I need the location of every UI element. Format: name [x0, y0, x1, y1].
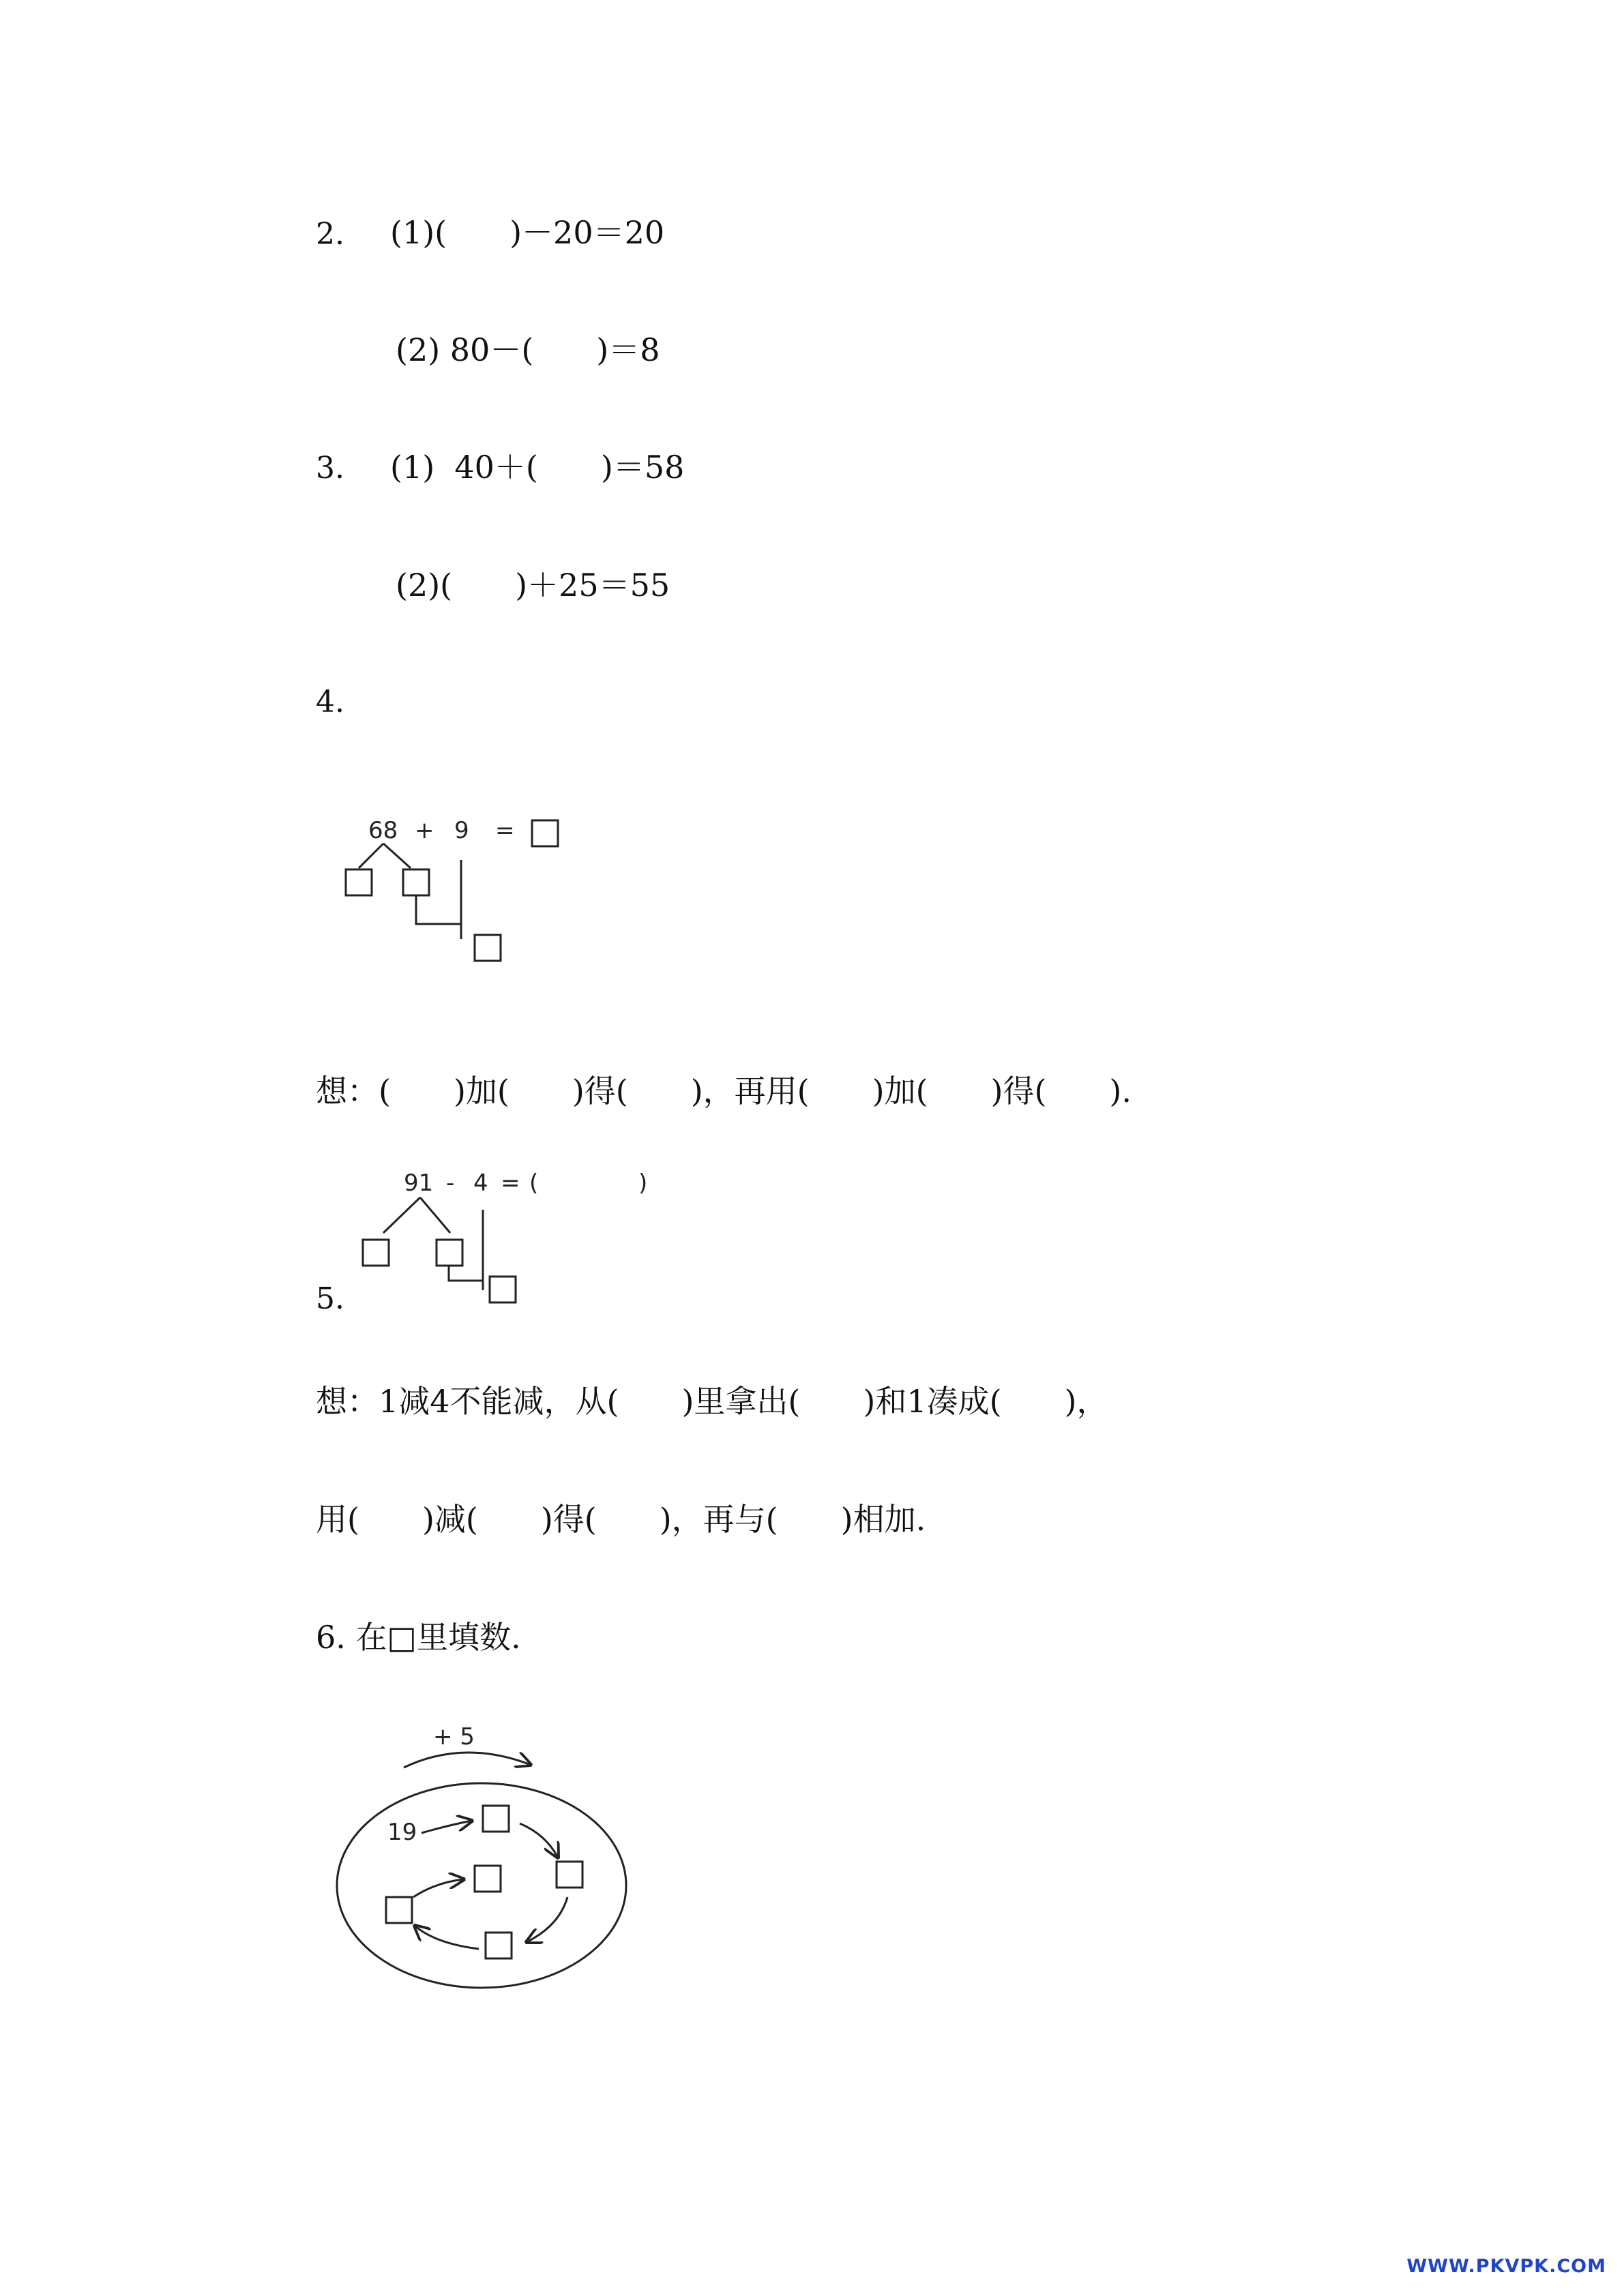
q3-number: 3.	[316, 451, 344, 486]
q6-title: 6. 在□里填数.	[316, 1619, 521, 1656]
q4-plus-sign: +	[415, 817, 434, 844]
q4-split-lines	[359, 844, 411, 868]
q4-think-sentence: 想：( )加( )得( )，再用( )加( )得( ).	[316, 1073, 1132, 1109]
q6-arrow-box4-to-box5	[413, 1879, 464, 1897]
q6-box-2[interactable]	[557, 1862, 582, 1888]
q2-part2: (2) 80－( )＝8	[396, 331, 660, 368]
q4-number: 4.	[316, 685, 344, 719]
q2-number: 2.	[316, 217, 344, 252]
q6-box-5[interactable]	[475, 1866, 501, 1892]
q4-sum-box[interactable]	[475, 935, 501, 961]
q6-box-3[interactable]	[486, 1933, 512, 1958]
q5-result-box[interactable]	[490, 1277, 516, 1302]
q6-step-label: + 5	[433, 1723, 475, 1750]
q6-cycle-diagram	[327, 1718, 641, 2005]
q6-arrow-box3-to-box4	[415, 1926, 479, 1949]
q5-think-line2: 用( )减( )得( )，再与( )相加.	[316, 1501, 926, 1538]
q5-ones-box[interactable]	[437, 1240, 462, 1266]
q5-answer-paren-open: (	[529, 1169, 539, 1197]
q6-box-4[interactable]	[386, 1897, 412, 1923]
q6-arrow-box1-to-box2	[520, 1823, 558, 1858]
q4-addend-b: 9	[454, 817, 469, 844]
q5-minuend: 91	[404, 1169, 434, 1197]
q6-start-value: 19	[387, 1819, 417, 1846]
q4-ones-box[interactable]	[403, 869, 429, 895]
q4-result-box[interactable]	[532, 820, 558, 846]
q2-part1: (1)( )－20＝20	[390, 214, 665, 251]
q5-equals-sign: =	[501, 1169, 520, 1197]
q5-decomposition-diagram	[355, 1167, 668, 1317]
q5-answer-paren-close: )	[638, 1169, 648, 1197]
q5-think-line1: 想：1减4不能减，从( )里拿出( )和1凑成( )，	[316, 1383, 1108, 1420]
q5-tens-box[interactable]	[363, 1240, 389, 1266]
q3-part2: (2)( )＋25＝55	[396, 567, 670, 603]
q6-arrow-box2-to-box3	[527, 1897, 567, 1942]
q5-minus-sign: -	[446, 1169, 455, 1197]
q4-decomposition-diagram	[334, 815, 593, 979]
q5-split-lines	[383, 1197, 450, 1233]
q4-equals-sign: =	[495, 817, 515, 844]
q5-number: 5.	[316, 1281, 344, 1316]
q4-addend-a: 68	[368, 817, 398, 844]
q3-part1: (1) 40＋( )＝58	[390, 449, 685, 486]
q6-arrow-start-to-box1	[422, 1821, 472, 1833]
q6-box-1[interactable]	[483, 1806, 509, 1832]
q5-subtrahend: 4	[473, 1169, 488, 1197]
q4-tens-box[interactable]	[346, 869, 372, 895]
q6-step-arrow	[404, 1753, 531, 1768]
footer-site-link[interactable]: WWW.PKVPK.COM	[1406, 2256, 1606, 2277]
